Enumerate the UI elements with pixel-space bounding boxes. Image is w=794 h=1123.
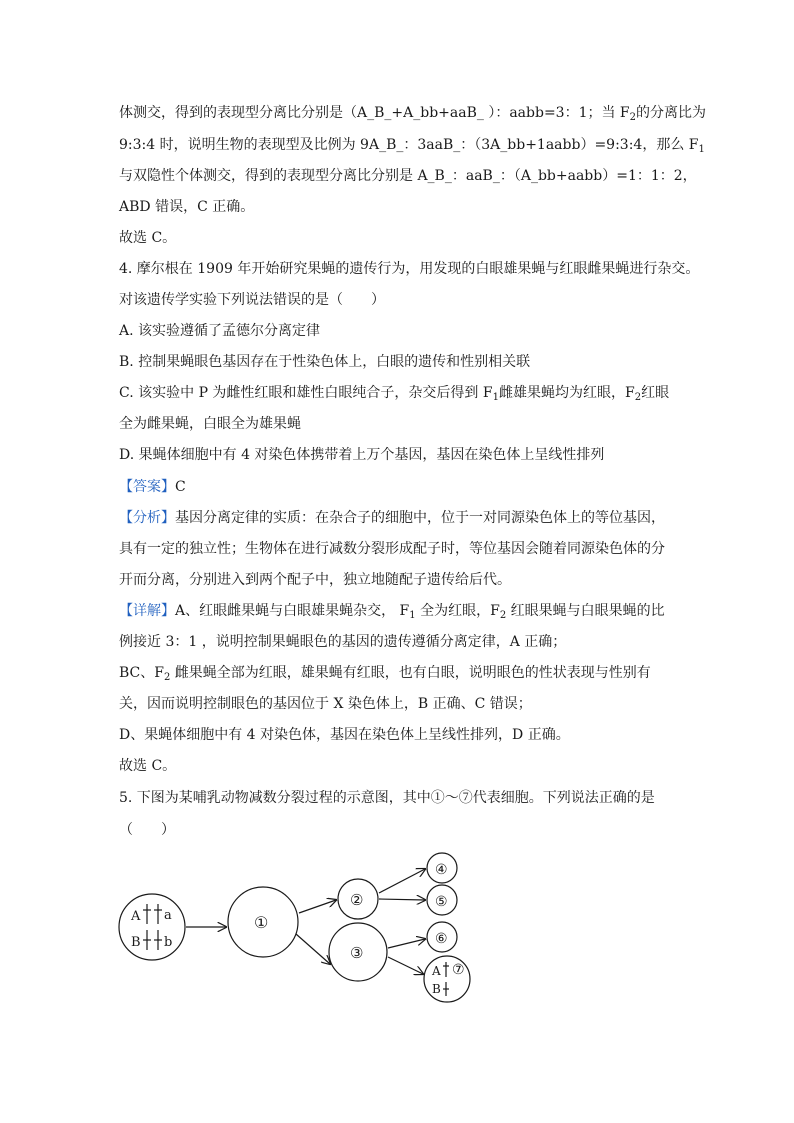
subscript: 1 bbox=[492, 392, 499, 403]
cell-0-label-B: B bbox=[131, 935, 141, 950]
q4-option-c-text-c: 红眼 bbox=[641, 385, 670, 401]
para1-line5: 故选 C。 bbox=[119, 230, 177, 246]
cell-1-label: ① bbox=[254, 913, 269, 932]
q4-option-d: D. 果蝇体细胞中有 4 对染色体携带着上万个基因，基因在染色体上呈线性排列 bbox=[119, 447, 605, 463]
para1-line2-text: 9:3:4 时，说明生物的表现型及比例为 9A_B_：3aaB_：（3A_bb+1aabb）=9:3:4，那么 F bbox=[119, 137, 699, 153]
chromosomes-cell-7 bbox=[443, 962, 449, 996]
detail-text-a: A、红眼雌果蝇与白眼雄果蝇杂交， F bbox=[175, 603, 410, 619]
analysis-text: 基因分离定律的实质：在杂合子的细胞中，位于一对同源染色体上的等位基因， bbox=[175, 510, 665, 526]
answer-tag: 【答案】 bbox=[119, 479, 175, 495]
q4-option-a: A. 该实验遵循了孟德尔分离定律 bbox=[119, 323, 321, 339]
para1-line1-text: 体测交，得到的表现型分离比分别是（A_B_+A_bb+aaB_ ）：aabb=3：1；当 F bbox=[119, 105, 630, 121]
q4-option-c-line2: 全为雌果蝇，白眼全为雄果蝇 bbox=[119, 416, 301, 432]
detail3-text-a: BC、F bbox=[119, 665, 164, 681]
subscript: 2 bbox=[163, 672, 171, 683]
para1-line3: 与双隐性个体测交，得到的表现型分离比分别是 A_B_：aaB_：（A_bb+aabb）=1：1：2， bbox=[119, 168, 697, 184]
subscript: 1 bbox=[409, 610, 416, 621]
arrow-1-3 bbox=[296, 934, 330, 964]
cell-7-label-A: A bbox=[432, 964, 441, 978]
q4-stem-line1: 4. 摩尔根在 1909 年开始研究果蝇的遗传行为，用发现的白眼雄果蝇与红眼雌果蝇进行杂交。 bbox=[119, 261, 700, 277]
cell-3-label: ③ bbox=[350, 944, 364, 962]
q4-detail-line4: 关，因而说明控制眼色的基因位于 X 染色体上，B 正确、C 错误； bbox=[119, 696, 532, 712]
subscript: 2 bbox=[499, 610, 507, 621]
q4-analysis-line3: 开而分离，分别进入到两个配子中，独立地随配子遗传给后代。 bbox=[119, 572, 511, 588]
q4-stem-line2: 对该遗传学实验下列说法错误的是（ ） bbox=[119, 292, 385, 308]
arrow-2-5 bbox=[379, 899, 425, 900]
subscript: 1 bbox=[698, 144, 705, 155]
cell-6-label: ⑥ bbox=[435, 931, 448, 947]
q4-option-c-text-b: 雌雄果蝇均为红眼，F bbox=[498, 385, 635, 401]
q4-detail-line5: D、果蝇体细胞中有 4 对染色体，基因在染色体上呈线性排列，D 正确。 bbox=[119, 727, 570, 743]
cell-0-label-a: a bbox=[164, 908, 172, 923]
q4-conclusion: 故选 C。 bbox=[119, 758, 177, 774]
q4-detail-line2: 例接近 3：1 ，说明控制果蝇眼色的基因的遗传遵循分离定律，A 正确； bbox=[119, 634, 567, 650]
cell-0-label-b: b bbox=[164, 935, 173, 950]
arrow-3-6 bbox=[388, 939, 425, 948]
answer-value: C bbox=[175, 479, 186, 495]
detail3-text-b: 雌果蝇全部为红眼，雄果蝇有红眼，也有白眼，说明眼色的性状表现与性别有 bbox=[170, 665, 651, 681]
arrow-2-4 bbox=[379, 869, 425, 893]
cell-7-label: ⑦ bbox=[452, 962, 465, 978]
cell-7-label-B: B bbox=[432, 982, 441, 996]
arrow-1-2 bbox=[299, 900, 336, 913]
detail-text-b: 全为红眼，F bbox=[415, 603, 500, 619]
q4-option-c-text-a: C. 该实验中 P 为雌性红眼和雄性白眼纯合子，杂交后得到 F bbox=[119, 385, 493, 401]
detail-text-c: 红眼果蝇与白眼果蝇的比 bbox=[506, 603, 665, 619]
chromosomes-cell-0 bbox=[143, 904, 162, 950]
analysis-tag: 【分析】 bbox=[119, 510, 175, 526]
para1-line1-text-b: 的分离比为 bbox=[636, 105, 707, 121]
cell-0-label-A: A bbox=[131, 909, 141, 924]
cell-4-label: ④ bbox=[435, 862, 448, 878]
para1-line4: ABD 错误，C 正确。 bbox=[119, 199, 255, 215]
cell-2-label: ② bbox=[350, 891, 364, 909]
q5-stem-line2: （ ） bbox=[119, 822, 175, 838]
cell-0 bbox=[119, 894, 185, 960]
q4-option-b: B. 控制果蝇眼色基因存在于性染色体上，白眼的遗传和性别相关联 bbox=[119, 354, 531, 370]
q4-analysis-line2: 具有一定的独立性；生物体在进行减数分裂形成配子时，等位基因会随着同源染色体的分 bbox=[119, 541, 665, 557]
subscript: 2 bbox=[629, 112, 637, 123]
cell-5-label: ⑤ bbox=[435, 894, 448, 910]
q5-stem-line1: 5. 下图为某哺乳动物减数分裂过程的示意图，其中①～⑦代表细胞。下列说法正确的是 bbox=[119, 790, 655, 806]
subscript: 2 bbox=[634, 392, 642, 403]
detail-tag: 【详解】 bbox=[119, 603, 175, 619]
arrow-3-7 bbox=[388, 957, 423, 974]
